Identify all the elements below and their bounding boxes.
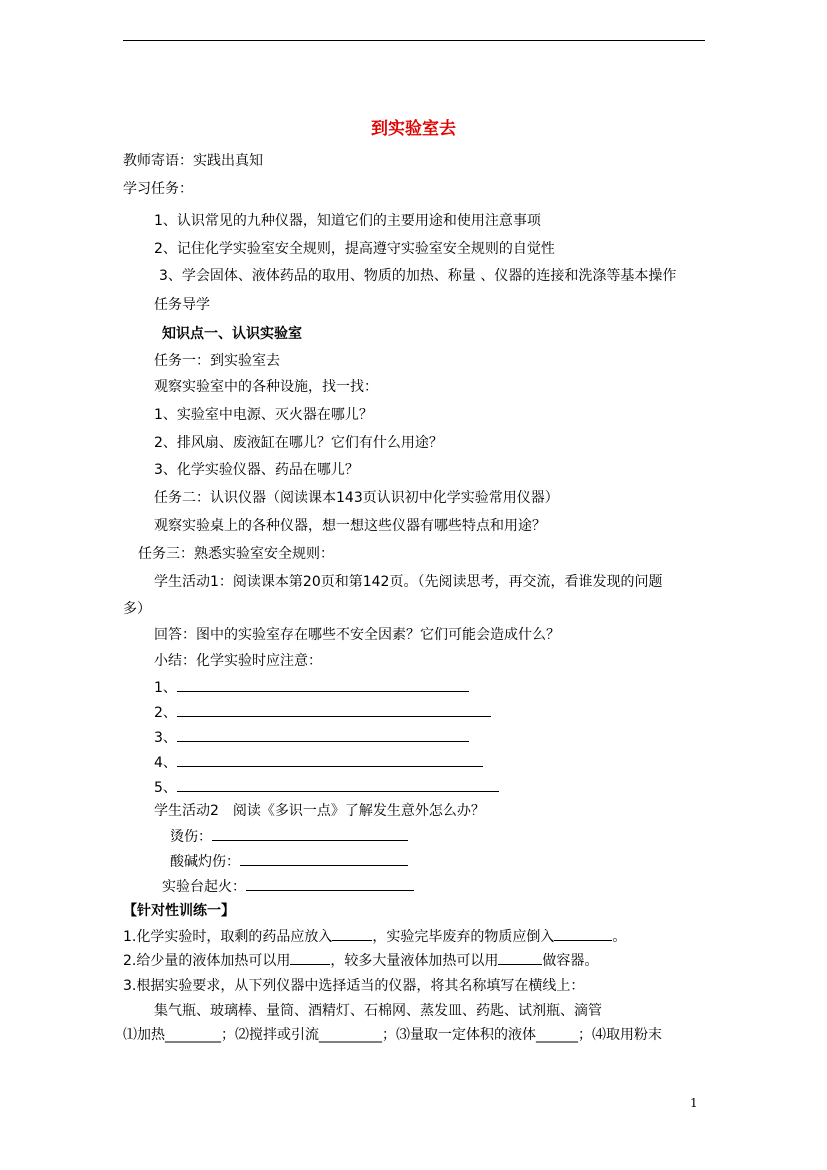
summary-item-1: 1、 [154,678,469,697]
task-2: 任务二：认识仪器（阅读课本143页认识初中化学实验常用仪器） [154,490,559,506]
summary-item-3: 3、 [154,728,469,747]
blank-line[interactable] [246,877,414,891]
task-1: 任务一：到实验室去 [154,353,280,369]
task-1-intro: 观察实验室中的各种设施，找一找： [154,379,378,395]
answer-prompt: 回答：图中的实验室存在哪些不安全因素？它们可能会造成什么？ [154,627,560,643]
question-3: 3、化学实验仪器、药品在哪儿？ [154,462,359,478]
blank-line[interactable] [177,728,469,742]
blank-line[interactable] [177,703,491,717]
blank-line[interactable] [498,951,542,965]
exercise-3-questions: ⑴加热________；⑵搅拌或引流_________；⑶量取一定体积的液体______；⑷取用粉末 [123,1027,662,1043]
header-rule [123,40,705,41]
blank-line[interactable] [177,678,469,692]
acid-burn-item: 酸碱灼伤： [170,852,408,871]
knowledge-point-1: 知识点一、认识实验室 [162,326,302,342]
goal-3: 3、学会固体、液体药品的取用、物质的加热、称量 、仪器的连接和洗涤等基本操作 [159,268,677,284]
blank-line[interactable] [332,927,372,941]
task-label: 学习任务： [123,181,193,197]
training-heading: 【针对性训练一】 [123,903,235,919]
activity-1: 学生活动1：阅读课本第20页和第142页。（先阅读思考，再交流，看谁发现的问题 [154,574,663,590]
task-2-intro: 观察实验桌上的各种仪器，想一想这些仪器有哪些特点和用途？ [154,518,546,534]
goal-2: 2、记住化学实验室安全规则，提高遵守实验室安全规则的自觉性 [154,241,555,257]
question-1: 1、实验室中电源、灭火器在哪儿？ [154,407,373,423]
blank-line[interactable] [240,852,408,866]
question-2: 2、排风扇、废液缸在哪儿？它们有什么用途？ [154,435,443,451]
activity-2: 学生活动2 阅读《多识一点》了解发生意外怎么办？ [154,803,485,819]
blank-line[interactable] [177,753,483,767]
summary-item-2: 2、 [154,703,491,722]
exercise-1: 1.化学实验时，取剩的药品应放入 ，实验完毕废弃的物质应倒入 。 [123,929,627,945]
summary-label: 小结：化学实验时应注意： [154,653,322,669]
exercise-3: 3.根据实验要求，从下列仪器中选择适当的仪器，将其名称填写在横线上： [123,978,585,994]
goal-1: 1、认识常见的九种仪器，知道它们的主要用途和使用注意事项 [154,213,541,229]
page-title: 到实验室去 [371,119,456,139]
summary-item-4: 4、 [154,753,483,772]
burn-item: 烫伤： [170,827,408,846]
motto: 教师寄语：实践出真知 [123,153,263,169]
blank-line[interactable] [212,827,408,841]
exercise-2: 2.给少量的液体加热可以用 ，较多大量液体加热可以用 做容器。 [123,953,599,969]
summary-item-5: 5、 [154,778,499,797]
blank-line[interactable] [177,778,499,792]
page-number: 1 [690,1096,698,1110]
fire-item: 实验台起火： [162,877,414,896]
blank-line[interactable] [554,927,612,941]
blank-line[interactable] [290,951,330,965]
activity-1-cont: 多） [123,601,151,617]
task-3: 任务三：熟悉实验室安全规则： [138,546,334,562]
exercise-3-list: 集气瓶、玻璃棒、量筒、酒精灯、石棉网、蒸发皿、药匙、试剂瓶、滴管 [154,1003,602,1019]
guide-heading: 任务导学 [154,297,210,313]
